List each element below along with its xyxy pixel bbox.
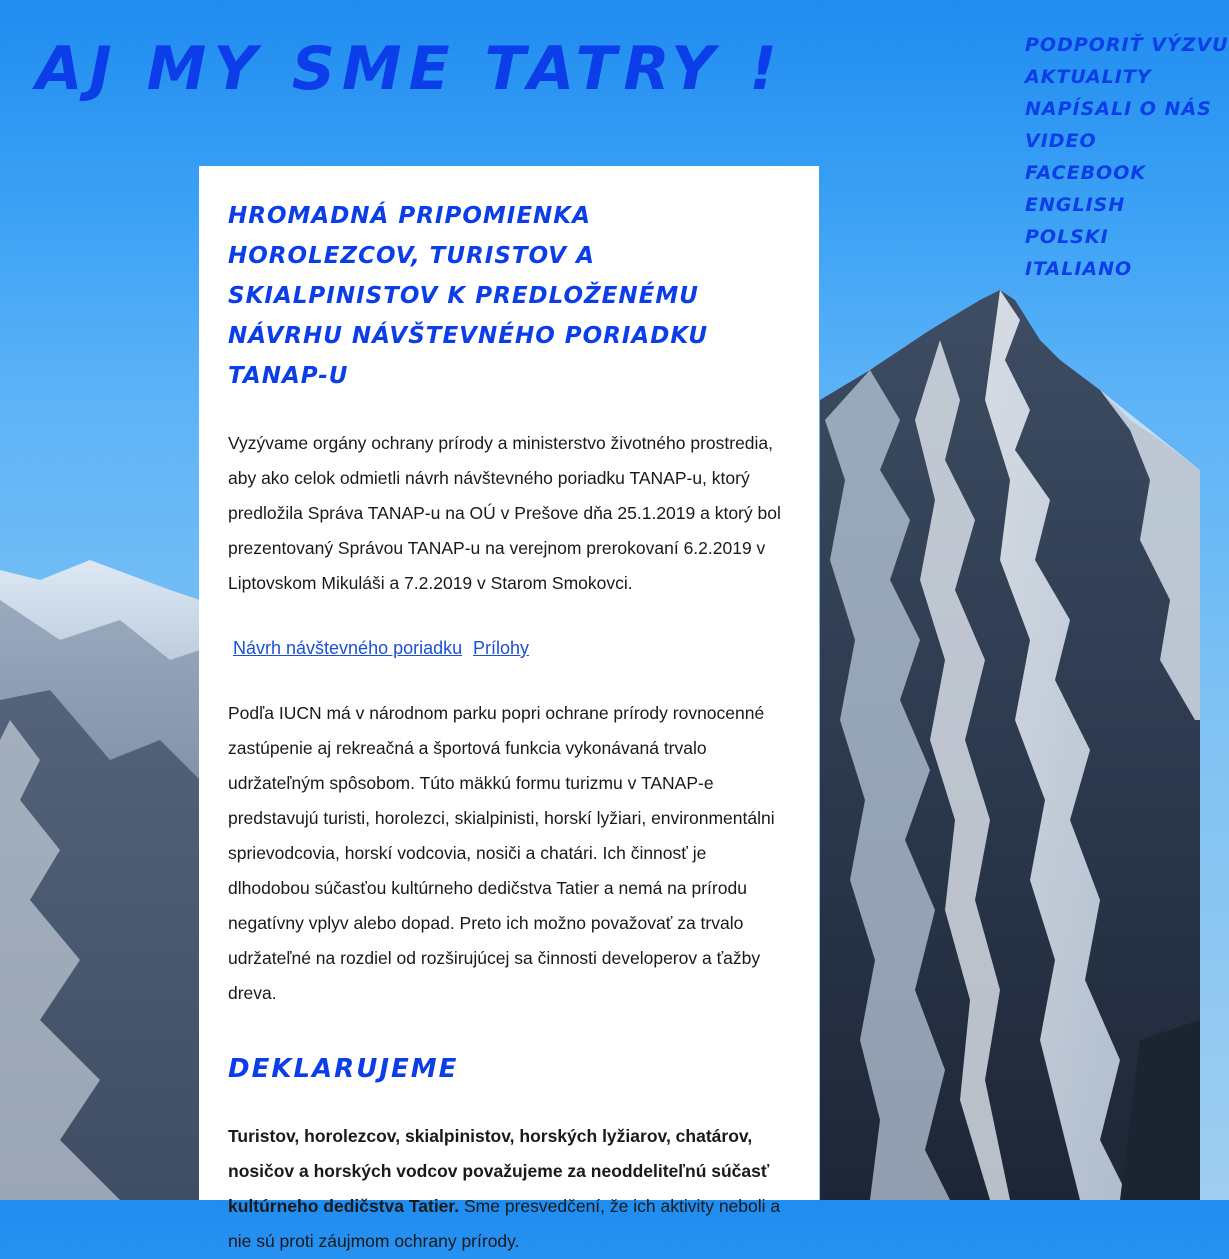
nav-item-napisali-o-nas — [1025, 95, 1229, 127]
nav-link-podporit-vyzvu[interactable]: PODPORIŤ VÝZVU — [1025, 34, 1229, 56]
nav-item-english — [1025, 191, 1229, 223]
nav-link-english[interactable]: ENGLISH — [1025, 194, 1126, 216]
article-card — [199, 166, 819, 1251]
declaration-rest-text: Sme presvedčení, že ich aktivity neboli a nie sú proti záujmom ochrany prírody. — [228, 1196, 781, 1251]
iucn-paragraph: Podľa IUCN má v národnom parku popri ochrane prírody rovnocenné zastúpenie aj rekreačná a športová funkcia vykonávaná trvalo udržateľným spôsobom. Túto mäkkú formu turizmu v TANAP-e predstavujú turisti, horolezci, skialpinisti, horskí lyžiari, environmentálni sprievodcovia, horskí vodcovia, nosiči a chatári. Ich činnosť je dlhodobou súčasťou kultúrneho dedičstva Tatier a nemá na prírodu negatívny vplyv alebo dopad. Preto ich možno považovať za trvalo udržateľné na rozdiel od rozširujúcej sa činnosti developerov a ťažby dreva. — [228, 703, 775, 1003]
nav-item-podporit-vyzvu — [1025, 31, 1229, 63]
nav-link-italiano[interactable]: ITALIANO — [1025, 258, 1133, 280]
proposal-link[interactable]: Návrh návštevného poriadku — [233, 638, 463, 658]
nav-item-video — [1025, 127, 1229, 159]
site-title[interactable]: AJ MY SME TATRY ! — [36, 34, 784, 104]
attachments-link[interactable]: Prílohy — [473, 638, 530, 658]
nav-item-italiano — [1025, 255, 1229, 287]
nav-item-aktuality — [1025, 63, 1229, 95]
declaration-heading: DEKLARUJEME — [228, 1054, 459, 1084]
nav-link-polski[interactable]: POLSKI — [1025, 226, 1109, 248]
nav-link-video[interactable]: VIDEO — [1025, 130, 1097, 152]
article-heading: HROMADNÁ PRIPOMIENKA HOROLEZCOV, TURISTOV A SKIALPINISTOV K PREDLOŽENÉMU NÁVRHU NÁVŠTEVNÉHO PORIADKU TANAP-U — [228, 203, 709, 389]
main-navigation — [1025, 31, 1229, 287]
intro-paragraph: Vyzývame orgány ochrany prírody a ministerstvo životného prostredia, aby ako celok odmietli návrh návštevného poriadku TANAP-u, ktorý predložila Správa TANAP-u na OÚ v Prešove dňa 25.1.2019 a ktorý bol prezentovaný Správou TANAP-u na verejnom prerokovaní 6.2.2019 v Liptovskom Mikuláši a 7.2.2019 v Starom Smokovci. — [228, 433, 781, 593]
declaration-paragraph — [228, 1119, 781, 1259]
nav-link-aktuality[interactable]: AKTUALITY — [1025, 66, 1152, 88]
document-links — [228, 631, 781, 666]
nav-link-facebook[interactable]: FACEBOOK — [1025, 162, 1147, 184]
nav-item-facebook — [1025, 159, 1229, 191]
nav-link-napisali-o-nas[interactable]: NAPÍSALI O NÁS — [1025, 98, 1212, 120]
declaration-bold-text: Turistov, horolezcov, skialpinistov, horských lyžiarov, chatárov, nosičov a horských vodcov považujeme za neoddeliteľnú súčasť kultúrneho dedičstva Tatier. — [228, 1126, 770, 1216]
nav-item-polski — [1025, 223, 1229, 255]
